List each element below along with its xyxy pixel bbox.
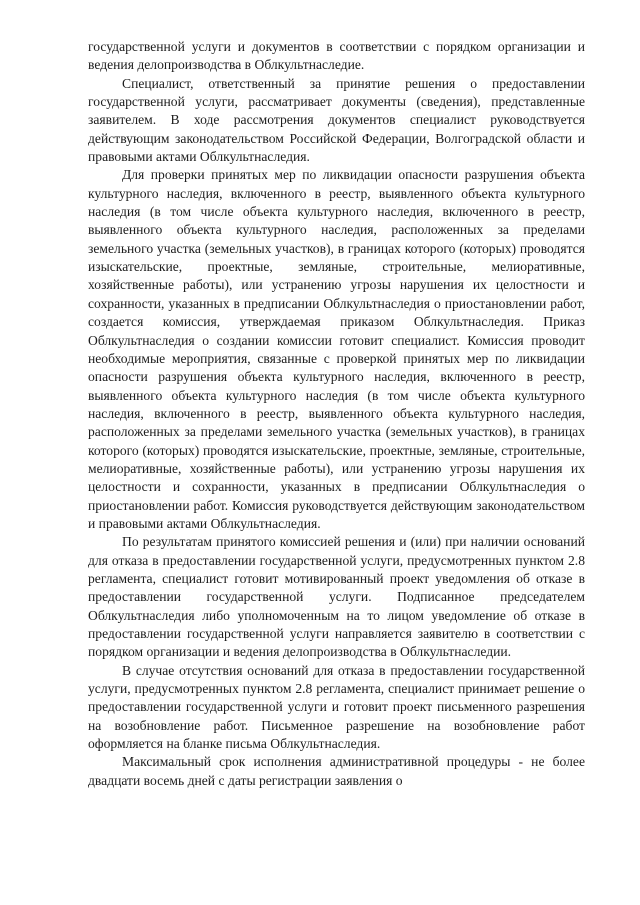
paragraph-5: В случае отсутствия оснований для отказа в предоставлении государственной услуги, предусмотренных пунктом 2.8 регламента, специалист принимает решение о предоставлении государственной услуги и готовит проект письменного разрешения на возобновление работ. Письменное разрешение на возобновление работ оформляется на бланке письма Облкультнаследия. <box>88 662 585 752</box>
paragraph-2: Специалист, ответственный за принятие решения о предоставлении государственной услуги, рассматривает документы (сведения), представленные заявителем. В ходе рассмотрения документов специалист руководствуется действующим законодательством Российской Федерации, Волгоградской области и правовыми актами Облкультнаследия. <box>88 75 585 165</box>
document-body <box>88 38 585 790</box>
paragraph-4: По результатам принятого комиссией решения и (или) при наличии оснований для отказа в предоставлении государственной услуги, предусмотренных пунктом 2.8 регламента, специалист готовит мотивированный проект уведомления об отказе в предоставлении государственной услуги. Подписанное председателем Облкультнаследия либо уполномоченным на то лицом уведомление об отказе в предоставлении государственной услуги направляется заявителю в соответствии с порядком организации и ведения делопроизводства в Облкультнаследии. <box>88 534 585 660</box>
paragraph-3: Для проверки принятых мер по ликвидации опасности разрушения объекта культурного наследия, включенного в реестр, выявленного объекта культурного наследия (в том числе объекта культурного наследия, включенного в реестр, выявленного объекта культурного наследия, расположенных за пределами земельного участка (земельных участков), в границах которого (которых) проводятся изыскательские, проектные, земляные, строительные, мелиоративные, хозяйственные работы), или устранению угрозы нарушения их целостности и сохранности, указанных в предписании Облкультнаследия о приостановлении работ, создается комиссия, утверждаемая приказом Облкультнаследия. Приказ Облкультнаследия о создании комиссии готовит специалист. Комиссия проводит необходимые мероприятия, связанные с проверкой принятых мер по ликвидации опасности разрушения объекта культурного наследия, включенного в реестр, выявленного объекта культурного наследия (в том числе объекта культурного наследия, включенного в реестр, выявленного объекта культурного наследия, расположенных за пределами земельного участка (земельных участков), в границах которого (которых) проводятся изыскательские, проектные, земляные, строительные, мелиоративные, хозяйственные работы), или устранению угрозы нарушения их целостности и сохранности, указанных в предписании Облкультнаследия о приостановлении работ. Комиссия руководствуется действующим законодательством и правовыми актами Облкультнаследия. <box>88 167 585 531</box>
paragraph-6: Максимальный срок исполнения административной процедуры - не более двадцати восемь дней с даты регистрации заявления о <box>88 754 585 788</box>
paragraph-1: государственной услуги и документов в соответствии с порядком организации и ведения делопроизводства в Облкультнаследие. <box>88 39 585 73</box>
